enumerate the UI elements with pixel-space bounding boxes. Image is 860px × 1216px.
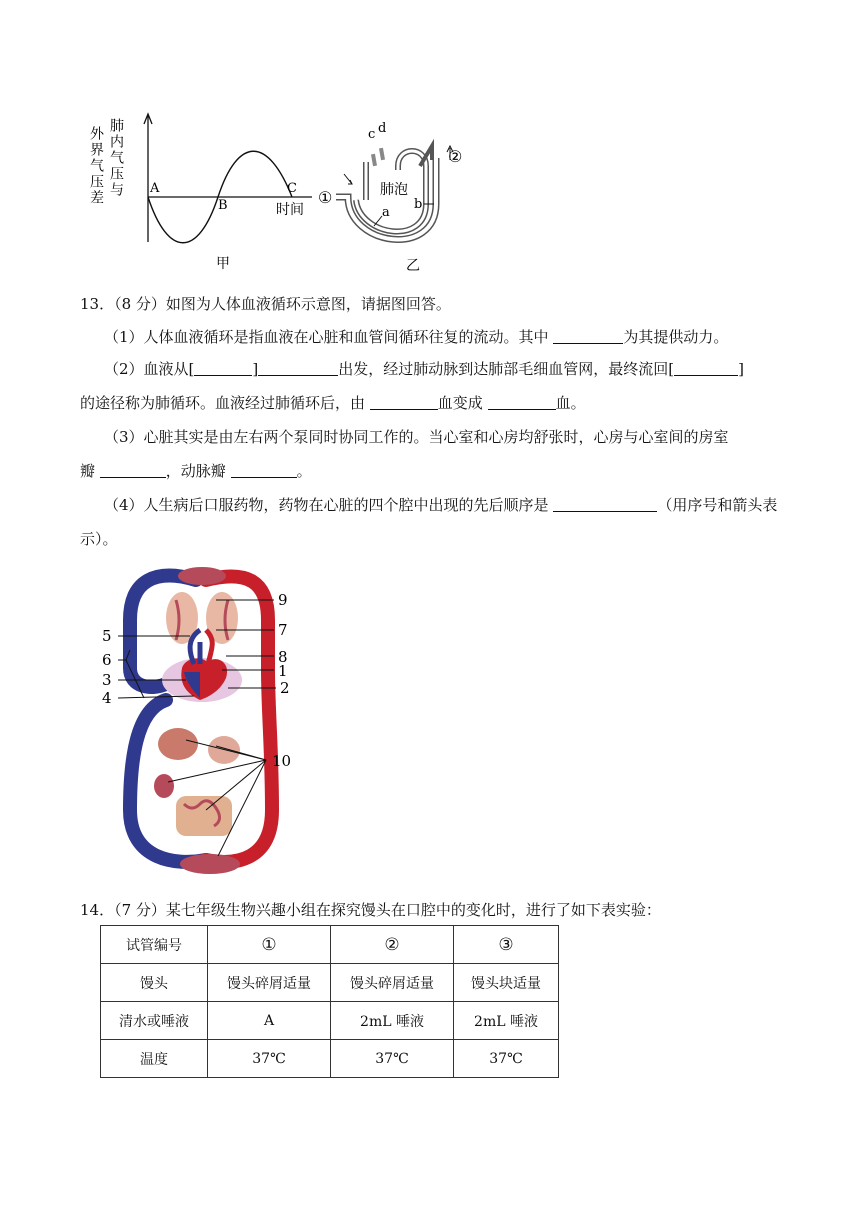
q13-p2-text-d: ] [738, 360, 744, 378]
pressure-graph [88, 114, 312, 272]
q13-p4-text-a: （4）人生病后口服药物，药物在心脏的四个腔中出现的先后顺序是 [104, 496, 554, 514]
figure-label-5: 5 [102, 627, 112, 645]
figure-label-4: 4 [102, 689, 112, 707]
q13-part2-line2 [80, 392, 586, 413]
x-axis-label: 时间 [276, 202, 304, 218]
table-cell: 2mL 唾液 [454, 1002, 559, 1040]
head-capillaries [178, 567, 226, 585]
y-axis-label-col2: 肺内气压与 [108, 118, 124, 198]
marker-2: ② [448, 147, 463, 166]
table-cell: 馒头 [101, 964, 208, 1002]
y-axis-label-col1: 外界气压差 [88, 126, 104, 206]
figure-label-8: 8 [278, 648, 288, 666]
table-cell: ② [331, 926, 454, 964]
experiment-table [100, 925, 559, 1078]
q13-p2l2-text-c: 血。 [555, 394, 586, 412]
label-b: b [414, 197, 423, 212]
table-cell: 馒头碎屑适量 [331, 964, 454, 1002]
q13-p2l2-text-a: 的途径称为肺循环。血液经过肺循环后，由 [80, 394, 370, 412]
q13-part2-line1 [104, 358, 744, 379]
blood-circulation-figure [96, 560, 312, 880]
point-c-label: C [287, 181, 297, 196]
figure-label-9: 9 [278, 591, 288, 609]
q13-blank-start-number[interactable] [194, 359, 252, 376]
q13-p2l2-text-b: 血变成 [437, 394, 488, 412]
table-cell: 37℃ [454, 1040, 559, 1078]
q13-p1-text-b: 为其提供动力。 [623, 328, 729, 346]
q13-p3-text-b: ，动脉瓣 [165, 462, 231, 480]
table-cell: 馒头碎屑适量 [208, 964, 331, 1002]
figure-label-3: 3 [102, 671, 112, 689]
table-cell: 试管编号 [101, 926, 208, 964]
label-d: d [378, 121, 387, 136]
table-row [101, 1040, 559, 1078]
figure-label-6: 6 [102, 651, 112, 669]
q13-p1-text-a: （1）人体血液循环是指血液在心脏和血管间循环往复的流动。其中 [104, 328, 554, 346]
q13-p3-text-c: 。 [296, 462, 312, 480]
q13-blank-order[interactable] [553, 495, 657, 512]
q13-part4-line2: 示）。 [80, 530, 118, 548]
q13-stem: 13．（8 分）如图为人体血液循环示意图，请据图回答。 [80, 295, 451, 313]
label-c: c [368, 127, 376, 142]
q13-blank-end-number[interactable] [674, 359, 738, 376]
figure-label-2: 2 [280, 679, 290, 697]
figure-label-7: 7 [278, 621, 288, 639]
table-cell: 温度 [101, 1040, 208, 1078]
table-row [101, 1002, 559, 1040]
kidney [154, 774, 174, 798]
figure-label-1: 1 [278, 662, 288, 680]
table-cell: 2mL 唾液 [331, 1002, 454, 1040]
table-cell: ① [208, 926, 331, 964]
liver [158, 728, 198, 760]
q13-part3-line1: （3）心脏其实是由左右两个泵同时协同工作的。当心室和心房均舒张时，心房与心室间的房室 [104, 428, 729, 446]
alveolus-caption: 乙 [406, 258, 420, 274]
point-a-label: A [150, 181, 160, 196]
q13-blank-av-valve[interactable] [100, 461, 166, 478]
q13-p3-text-a: 瓣 [80, 462, 100, 480]
lower-body-capillaries [180, 854, 240, 874]
table-cell: 37℃ [331, 1040, 454, 1078]
alveolus-diagram [318, 121, 462, 274]
q13-blank-to-blood[interactable] [488, 393, 556, 410]
q13-blank-start-name[interactable] [258, 359, 338, 376]
table-cell: 清水或唾液 [101, 1002, 208, 1040]
table-cell: 馒头块适量 [454, 964, 559, 1002]
table-cell: ③ [454, 926, 559, 964]
table-row [101, 926, 559, 964]
table-cell: A [208, 1002, 331, 1040]
q14-stem: 14．（7 分）某七年级生物兴趣小组在探究馒头在口腔中的变化时，进行了如下表实验： [80, 901, 661, 919]
label-a: a [382, 205, 390, 220]
q13-blank-power[interactable] [553, 327, 623, 344]
top-figure [80, 108, 500, 278]
q13-part1 [104, 326, 728, 347]
q13-part4-line1 [104, 494, 777, 515]
q13-p2-text-a: （2）血液从[ [104, 360, 195, 378]
point-b-label: B [218, 198, 228, 213]
q13-p2-text-c: 出发，经过肺动脉到达肺部毛细血管网，最终流回[ [338, 360, 675, 378]
marker-1: ① [318, 188, 333, 207]
q13-blank-from-blood[interactable] [370, 393, 438, 410]
q13-p2-text-b: ] [252, 360, 259, 378]
graph-caption: 甲 [216, 256, 230, 272]
q13-p4-text-b: （用序号和箭头表 [657, 496, 778, 514]
alveolus-label: 肺泡 [380, 182, 408, 198]
table-cell: 37℃ [208, 1040, 331, 1078]
table-row [101, 964, 559, 1002]
figure-label-10: 10 [272, 752, 292, 770]
q13-part3-line2 [80, 460, 312, 481]
q13-blank-arterial-valve[interactable] [231, 461, 297, 478]
